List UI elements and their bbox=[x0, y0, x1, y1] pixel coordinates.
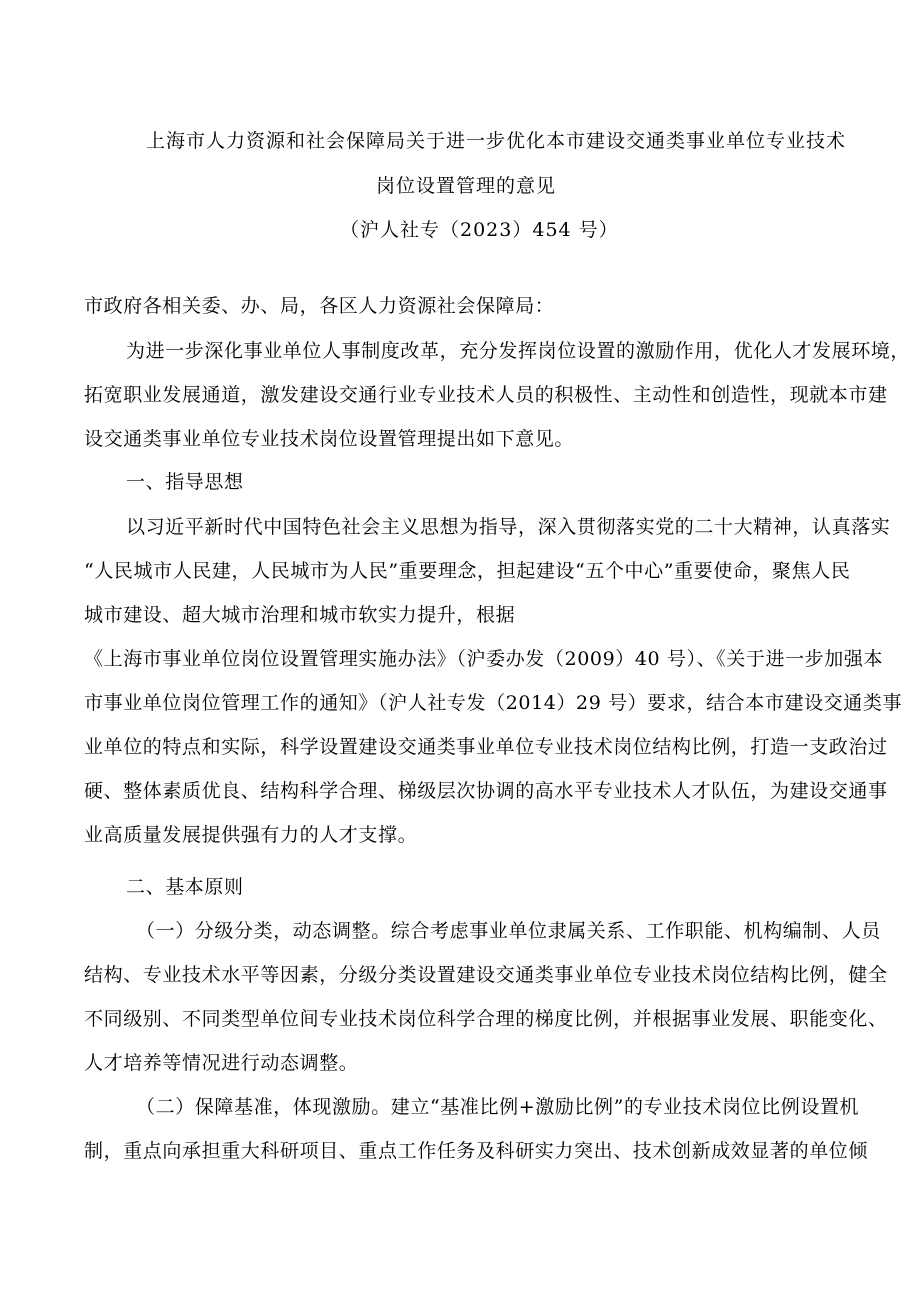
intro-line-1: 为进一步深化事业单位人事制度改革，充分发挥岗位设置的激励作用，优化人才发展环境， bbox=[126, 340, 911, 362]
intro-line-2: 拓宽职业发展通道，激发建设交通行业专业技术人员的积极性、主动性和创造性，现就本市建 bbox=[84, 384, 888, 406]
section1-line-8: 业高质量发展提供强有力的人才支撑。 bbox=[84, 824, 418, 846]
section1-line-7: 硬、整体素质优良、结构科学合理、梯级层次协调的高水平专业技术人才队伍，为建设交通事 bbox=[84, 780, 888, 802]
principle1-line-2: 结构、专业技术水平等因素，分级分类设置建设交通类事业单位专业技术岗位结构比例，健全 bbox=[84, 964, 888, 986]
principle1-line-4: 人才培养等情况进行动态调整。 bbox=[84, 1052, 359, 1074]
section1-line-1: 以习近平新时代中国特色社会主义思想为指导，深入贯彻落实党的二十大精神，认真落实 bbox=[126, 516, 891, 538]
section1-line-3: 城市建设、超大城市治理和城市软实力提升，根据 bbox=[84, 604, 516, 626]
document-title-line-1: 上海市人力资源和社会保障局关于进一步优化本市建设交通类事业单位专业技术 bbox=[146, 130, 847, 152]
section1-line-4: 《上海市事业单位岗位设置管理实施办法》（沪委办发（2009）40 号）、《关于进一步加强本 bbox=[84, 648, 884, 670]
addressee: 市政府各相关委、办、局，各区人力资源社会保障局： bbox=[84, 295, 555, 317]
section1-line-5: 市事业单位岗位管理工作的通知》（沪人社专发（2014）29 号）要求，结合本市建设交通类事 bbox=[84, 692, 903, 714]
principle2-line-2: 制，重点向承担重大科研项目、重点工作任务及科研实力突出、技术创新成效显著的单位倾 bbox=[84, 1140, 869, 1162]
principle1-line-1: （一）分级分类，动态调整。综合考虑事业单位隶属关系、工作职能、机构编制、人员 bbox=[136, 920, 881, 942]
section-heading-2: 二、基本原则 bbox=[126, 876, 244, 898]
section1-line-6: 业单位的特点和实际，科学设置建设交通类事业单位专业技术岗位结构比例，打造一支政治过 bbox=[84, 736, 888, 758]
section-heading-1: 一、指导思想 bbox=[126, 471, 244, 493]
principle2-line-1: （二）保障基准，体现激励。建立“基准比例+激励比例”的专业技术岗位比例设置机 bbox=[136, 1096, 860, 1118]
document-number: （沪人社专（2023）454 号） bbox=[340, 219, 619, 241]
intro-line-3: 设交通类事业单位专业技术岗位设置管理提出如下意见。 bbox=[84, 428, 575, 450]
section1-line-2: “人民城市人民建，人民城市为人民”重要理念，担起建设“五个中心”重要使命，聚焦人民 bbox=[84, 560, 851, 582]
document-title-line-2: 岗位设置管理的意见 bbox=[376, 175, 557, 197]
principle1-line-3: 不同级别、不同类型单位间专业技术岗位科学合理的梯度比例，并根据事业发展、职能变化、 bbox=[84, 1008, 888, 1030]
